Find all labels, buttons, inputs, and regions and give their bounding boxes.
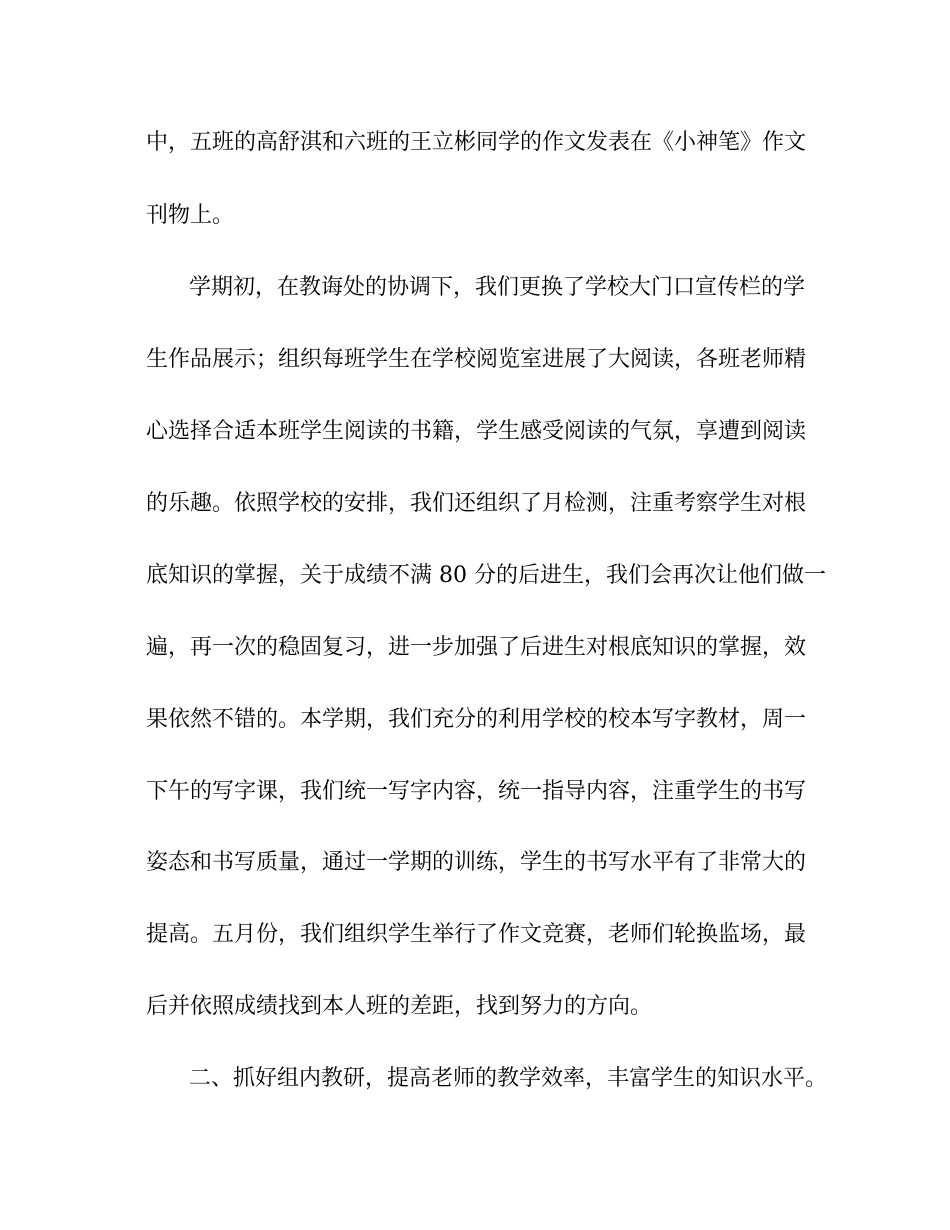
section-heading-line: 二、抓好组内教研，提高老师的教学效率，丰富学生的知识水平。: [189, 1066, 828, 1091]
text-line: 后并依照成绩找到本人班的差距，找到努力的方向。: [146, 994, 653, 1019]
text-line: 遍，再一次的稳固复习，进一步加强了后进生对根底知识的掌握，效: [146, 635, 807, 660]
text-line: 的乐趣。依照学校的安排，我们还组织了月检测，注重考察学生对根: [146, 491, 807, 516]
text-line: 提高。五月份，我们组织学生举行了作文竞赛，老师们轮换监场，最: [146, 922, 807, 947]
text-line: 姿态和书写质量，通过一学期的训练，学生的书写水平有了非常大的: [146, 850, 807, 875]
text-line: 心选择合适本班学生阅读的书籍，学生感受阅读的气氛，享遭到阅读: [146, 419, 807, 444]
text-line: 中，五班的高舒淇和六班的王立彬同学的作文发表在《小神笔》作文: [146, 130, 807, 155]
paragraph-start-line: 学期初，在教诲处的协调下，我们更换了学校大门口宣传栏的学: [189, 275, 806, 300]
text-line: 果依然不错的。本学期，我们充分的利用学校的校本写字教材，周一: [146, 707, 807, 732]
text-line: 生作品展示；组织每班学生在学校阅览室进展了大阅读，各班老师精: [146, 347, 807, 372]
text-line: 刊物上。: [146, 203, 235, 228]
text-line: 底知识的掌握，关于成绩不满 80 分的后进生，我们会再次让他们做一: [146, 563, 826, 588]
text-line: 下午的写字课，我们统一写字内容，统一指导内容，注重学生的书写: [146, 779, 807, 804]
